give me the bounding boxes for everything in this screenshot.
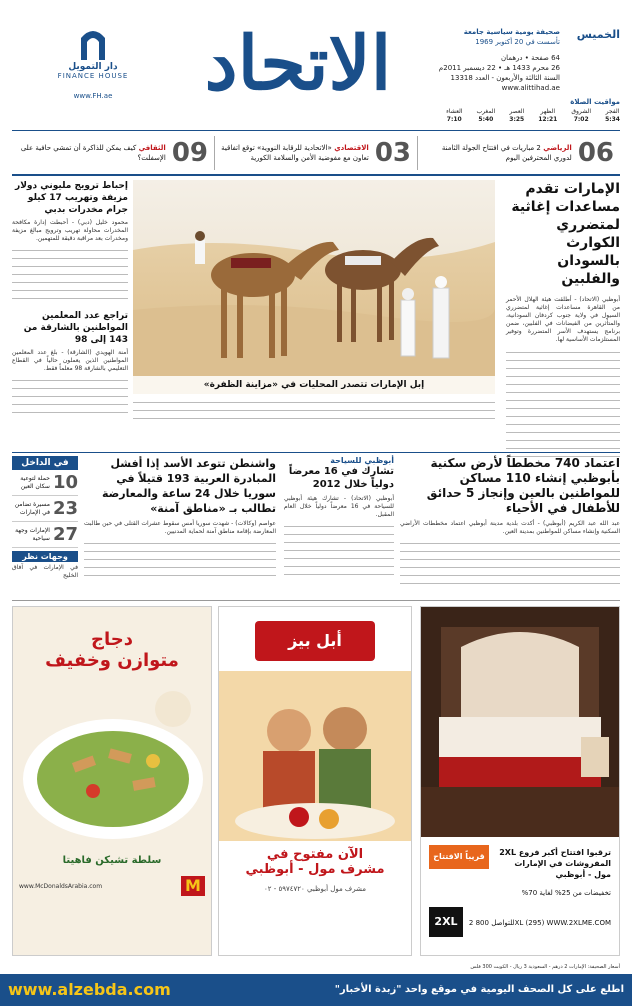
prayer-item: [538, 108, 557, 124]
left-story[interactable]: [12, 180, 128, 302]
inside-page-number: 27: [52, 524, 78, 545]
bedroom-text-1: ترقبوا افتتاح أكبر فروع 2XL: [499, 848, 611, 857]
discount-text: تخفيضات من 25% لغاية 70%: [521, 889, 611, 897]
mcd-line-3: سلطة تشيكن فاهيتا: [62, 855, 162, 866]
prayer-time: 5:34: [605, 116, 620, 123]
view-title: وجهات نظر: [12, 551, 78, 562]
newspaper-logo: الاتحاد: [204, 21, 392, 107]
founded-line: تأسست في 20 أكتوبر 1969: [475, 38, 560, 46]
mcd-url: www.McDonaldsArabia.com: [19, 882, 103, 890]
issue-line: السنة الثالثة والأربعون - العدد 13318: [450, 74, 560, 82]
teaser-text: كيف يمكن للذاكرة أن تمشي حافية على الإسفلت؟: [20, 144, 166, 162]
prayer-item: [446, 108, 462, 124]
story-tourism-headline[interactable]: تشارك في 16 معرضاً دولياً خلال 2012: [288, 466, 394, 490]
prayer-name: الظهر: [540, 108, 556, 115]
finance-house-ad[interactable]: [38, 22, 148, 122]
finance-house-ar: دار التمويل: [68, 62, 118, 72]
mcd-line-2: متوازن وخفيف: [45, 650, 179, 671]
inside-page-number: 10: [52, 472, 78, 493]
inside-item-text: حملة لتوعية سكان العين: [20, 474, 50, 490]
prayer-times: [446, 98, 620, 124]
finance-house-url: www.FH.ae: [73, 92, 113, 100]
story-syria-headline[interactable]: واشنطن تتوعد الأسد إذا أفشل المبادرة العربية 193 قتيلاً في سوريا خلال 24 ساعة والمعارضة تطالب بـ «مناطق آمنة»: [102, 457, 276, 515]
story-housing-body: عبد الله عبد الكريم (أبوظبي) - أكدت بلدية مدينة أبوظبي اعتماد مخططات الأراضي السكنية وإنشاء مساكن للمواطنين بمدينة العين.: [400, 520, 620, 535]
finance-house-logo-icon: [73, 22, 113, 62]
left-column: [12, 180, 128, 450]
view-text: في الإمارات في آفاق الخليج: [12, 564, 78, 579]
applebees-logo: أبل بيز: [255, 621, 375, 661]
photo-caption: إبل الإمارات تتصدر المحليات في «مزاينة الظفرة»: [133, 376, 495, 394]
date-line: 26 محرم 1433 هـ • 22 ديسمبر 2011م: [438, 64, 560, 72]
opening-badge: قريباً الافتتاح: [429, 845, 489, 869]
story-housing[interactable]: [400, 456, 620, 596]
left-story-lines: [12, 246, 128, 302]
ad-applebees[interactable]: [218, 606, 412, 956]
prayer-name: الفجر: [605, 108, 620, 115]
teaser-section: الاقتصادي: [331, 144, 369, 152]
teaser-page-number: 09: [171, 138, 208, 168]
bedroom-text-3: مول - أبوظبي: [555, 870, 611, 879]
inside-box: [12, 456, 78, 596]
lead-story[interactable]: [506, 180, 620, 450]
ad-bedroom[interactable]: [420, 606, 620, 956]
pages-price: 64 صفحة • درهمان: [501, 54, 560, 62]
finance-house-en: FINANCE HOUSE: [57, 72, 129, 80]
inside-item-text: مسيرة تضامن في الإمارات: [14, 500, 50, 516]
inside-item-text: الإمارات وجهة سياحية: [15, 526, 50, 542]
applebees-line-1: الآن مفتوح في: [266, 847, 364, 862]
left-story-body: أمنة الهويدي (الشارقة) - بلغ عدد المعلمين المواطنين الذين يعملون حالياً في القطاع التعليمي بالشارقة 98 معلماً فقط.: [12, 349, 128, 372]
masthead: [0, 0, 632, 130]
teaser-section: الرياضي: [540, 144, 572, 152]
inside-item[interactable]: [12, 522, 78, 548]
bedroom-contact: للتواصل 800 2XL (295) WWW.2XLME.COM: [468, 919, 611, 927]
prayer-time: 3:25: [509, 116, 525, 123]
prayer-item: [605, 108, 620, 124]
prayer-item: [571, 108, 591, 124]
teaser-item[interactable]: [417, 136, 620, 170]
footer-site[interactable]: www.alzebda.com: [8, 980, 171, 999]
brand-2xl-logo: 2XL: [429, 907, 463, 937]
body-text-lines: [506, 348, 620, 458]
footer-prices: أسعار الصحيفة: الإمارات 2 درهم - السعودية 3 ريال - الكويت 300 فلس: [470, 964, 620, 970]
salad-image: [13, 679, 211, 849]
prayer-time: 7:02: [573, 116, 589, 123]
footer-banner[interactable]: [0, 974, 632, 1006]
applebees-contact: مشرف مول أبوظبي ٥٩٧٤٧٢٠ - ٠٢: [263, 885, 367, 893]
camel-race-image: [133, 180, 495, 394]
prayer-time: 7:10: [446, 116, 462, 123]
mcd-line-1: دجاج: [91, 629, 133, 650]
left-story-body: محمود خليل (دبي) - أحبطت إدارة مكافحة المخدرات محاولة تهريب وترويج مبالغ مزيفة ومخدرات بعد مراقبة دقيقة للمتهمين.: [12, 219, 128, 242]
lead-body: أبوظبي (الاتحاد) - أطلقت هيئة الهلال الأحمر من القاهرة مساعدات إغاثية لمتضرري السيول في ولاية جنوب كردفان السودانية، والمتأثرين من الفيضانات في الفلبين، ضمن برنامج يستهدف الأسر المتضررة وتوفير المستلزمات الأساسية لها.: [506, 296, 620, 343]
story-tourism-lines: [284, 522, 394, 582]
mcd-logo-icon: M: [181, 876, 205, 896]
inside-item[interactable]: [12, 470, 78, 496]
prayer-time: 5:40: [478, 116, 494, 123]
story-tourism-body: أبوظبي (الاتحاد) - تشارك هيئة أبوظبي للسياحة في 16 معرضاً دولياً خلال العام المقبل.: [284, 495, 394, 518]
teaser-page-number: 06: [577, 138, 614, 168]
left-story-title[interactable]: إحباط ترويج مليوني دولار مزيفة وتهريب 17 كيلو جرام مخدرات بدبي: [15, 181, 128, 215]
story-tourism-kicker: أبوظبي للسياحة: [330, 456, 394, 465]
inside-page-number: 23: [52, 498, 78, 519]
camel-photo[interactable]: [133, 180, 495, 394]
bedroom-text-2: المفروشات في الإمارات: [514, 859, 611, 868]
bedroom-image: [421, 607, 619, 837]
prayer-item: [476, 108, 495, 124]
footer-banner-text: اطلع على كل الصحف اليومية في موقع واحد "زبدة الأخبار": [334, 984, 624, 995]
prayer-name: العصر: [509, 108, 525, 115]
prayer-name: الشروق: [571, 108, 592, 115]
story-syria-body: عواصم (وكالات) - شهدت سوريا أمس سقوط عشرات القتلى في حين طالبت المعارضة بإقامة مناطق آمنة لحماية المدنيين.: [84, 520, 276, 535]
prayer-title: مواقيت الصلاة: [570, 98, 620, 106]
prayer-name: المغرب: [476, 108, 496, 115]
teaser-page-number: 03: [374, 138, 411, 168]
teaser-section: الثقافي: [136, 144, 166, 152]
story-housing-lines: [400, 539, 620, 591]
lead-headline[interactable]: الإمارات تقدم مساعدات إغاثية لمتضرري الكوارث بالسودان والفلبين: [511, 181, 620, 287]
story-syria-lines: [84, 539, 276, 581]
website[interactable]: www.alittihad.ae: [501, 84, 560, 92]
teaser-item[interactable]: [12, 136, 214, 170]
teaser-item[interactable]: [214, 136, 417, 170]
ad-mcdonalds[interactable]: [12, 606, 212, 956]
prayer-name: العشاء: [446, 108, 463, 115]
applebees-line-2: مشرف مول - أبوظبي: [245, 862, 385, 877]
teasers-bar: [12, 136, 620, 170]
prayer-list: [446, 108, 620, 124]
left-story-lines: [12, 376, 128, 416]
inside-item[interactable]: [12, 496, 78, 522]
story-syria[interactable]: [84, 456, 276, 596]
teaser-text: 2 مباريات في افتتاح الجولة الثامنة لدوري المحترفين اليوم: [441, 144, 572, 162]
day-label: الخميس: [576, 28, 620, 41]
teaser-text: «الاتحادية للرقابة النووية» توقع اتفاقية تعاون مع مفوضية الأمن والسلامة الكورية: [221, 144, 369, 162]
story-tourism[interactable]: [284, 456, 394, 596]
prayer-time: 12:21: [538, 116, 558, 123]
inside-title: في الداخل: [12, 456, 78, 470]
story-housing-headline[interactable]: اعتماد 740 مخططاً لأرض سكنية بأبوظبي إنشاء 110 مساكن للمواطنين بالعين وإنجاز 5 حدائق للأطفال في الأحياء: [426, 456, 620, 515]
bedroom-text: [491, 847, 611, 880]
lead-body-filler: [506, 348, 620, 458]
diners-image: [219, 671, 411, 841]
left-story-title[interactable]: تراجع عدد المعلمين المواطنين بالشارقة من 143 إلى 98: [23, 311, 128, 345]
mcd-footer: [13, 866, 211, 896]
edition-line: صحيفة يومية سياسية جامعة: [463, 28, 560, 36]
photo-caption-text-lines: [133, 398, 495, 424]
prayer-item: [509, 108, 524, 124]
left-story[interactable]: [12, 310, 128, 416]
